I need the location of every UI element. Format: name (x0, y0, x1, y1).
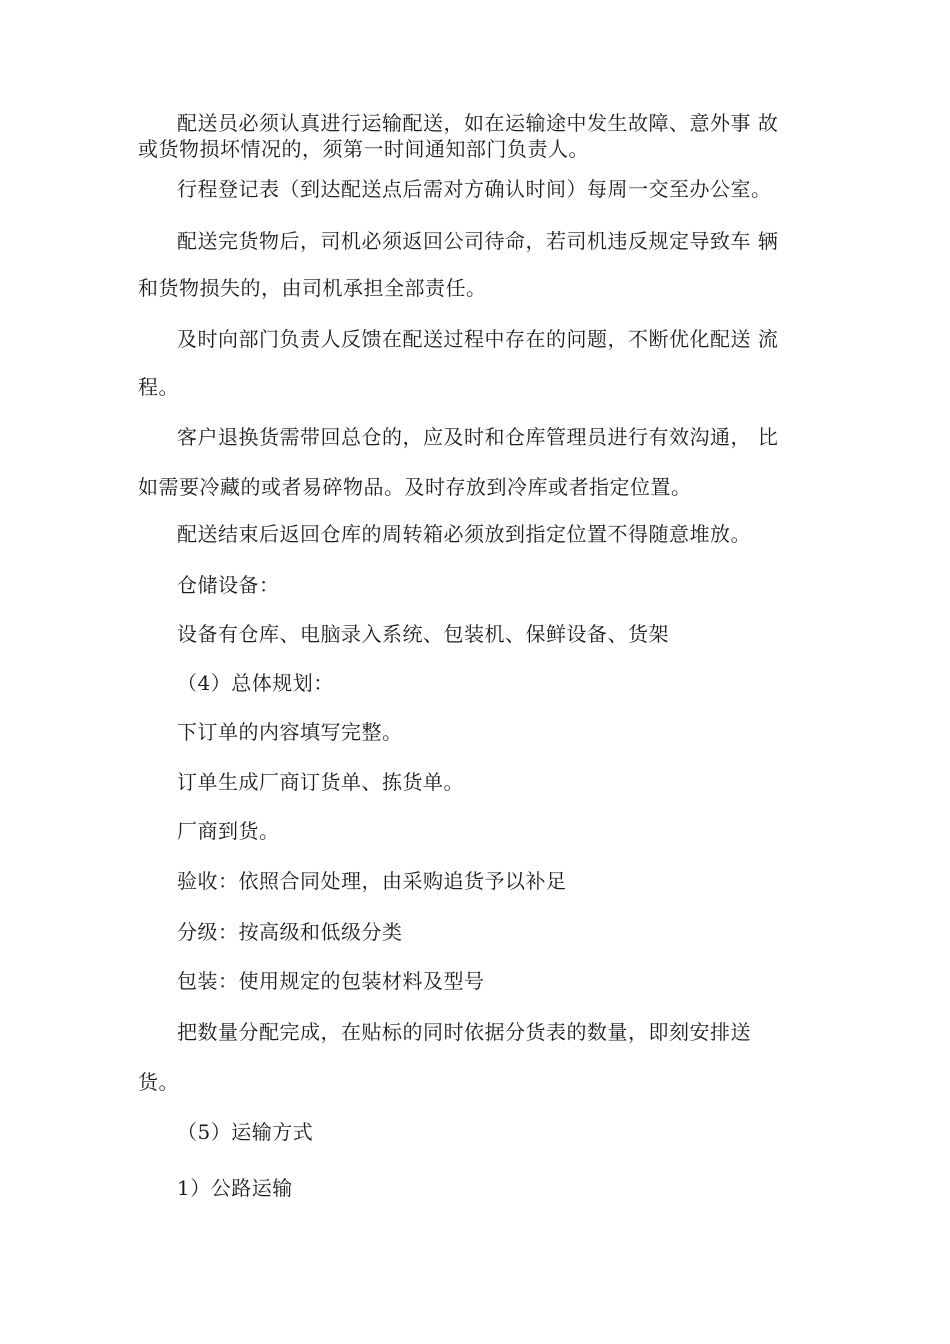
text-line: 或货物损坏情况的，须第一时间通知部门负责人。 (138, 137, 589, 161)
text-line: 下订单的内容填写完整。 (177, 720, 403, 744)
text-line: 行程登记表（到达配送点后需对方确认时间）每周一交至办公室。 (177, 177, 772, 201)
text-line: 和货物损失的，由司机承担全部责任。 (138, 276, 487, 300)
text-line: 包装：使用规定的包装材料及型号 (177, 969, 485, 993)
text-line: 配送结束后返回仓库的周转箱必须放到指定位置不得随意堆放。 (177, 522, 751, 546)
text-line: 把数量分配完成，在贴标的同时依据分货表的数量，即刻安排送 (177, 1020, 751, 1044)
text-line: 仓储设备： (177, 573, 280, 597)
text-line: 分级：按高级和低级分类 (177, 920, 403, 944)
text-line: 设备有仓库、电脑录入系统、包装机、保鲜设备、货架 (177, 622, 669, 646)
text-line: （5）运输方式 (177, 1120, 314, 1144)
text-line: 客户退换货需带回总仓的，应及时和仓库管理员进行有效沟通， 比 (177, 425, 779, 449)
text-line: 订单生成厂商订货单、拣货单。 (177, 770, 464, 794)
text-line: 如需要冷藏的或者易碎物品。及时存放到冷库或者指定位置。 (138, 475, 692, 499)
text-line: 1）公路运输 (177, 1176, 293, 1200)
text-line: 厂商到货。 (177, 819, 280, 843)
text-line: 配送完货物后，司机必须返回公司待命，若司机违反规定导致车 辆 (177, 229, 779, 253)
text-line: 程。 (138, 375, 179, 399)
text-line: 验收：依照合同处理，由采购追货予以补足 (177, 869, 567, 893)
text-line: （4）总体规划： (177, 671, 334, 695)
text-line: 配送员必须认真进行运输配送，如在运输途中发生故障、意外事 故 (177, 111, 779, 135)
text-line: 货。 (138, 1070, 179, 1094)
text-line: 及时向部门负责人反馈在配送过程中存在的问题，不断优化配送 流 (177, 327, 779, 351)
